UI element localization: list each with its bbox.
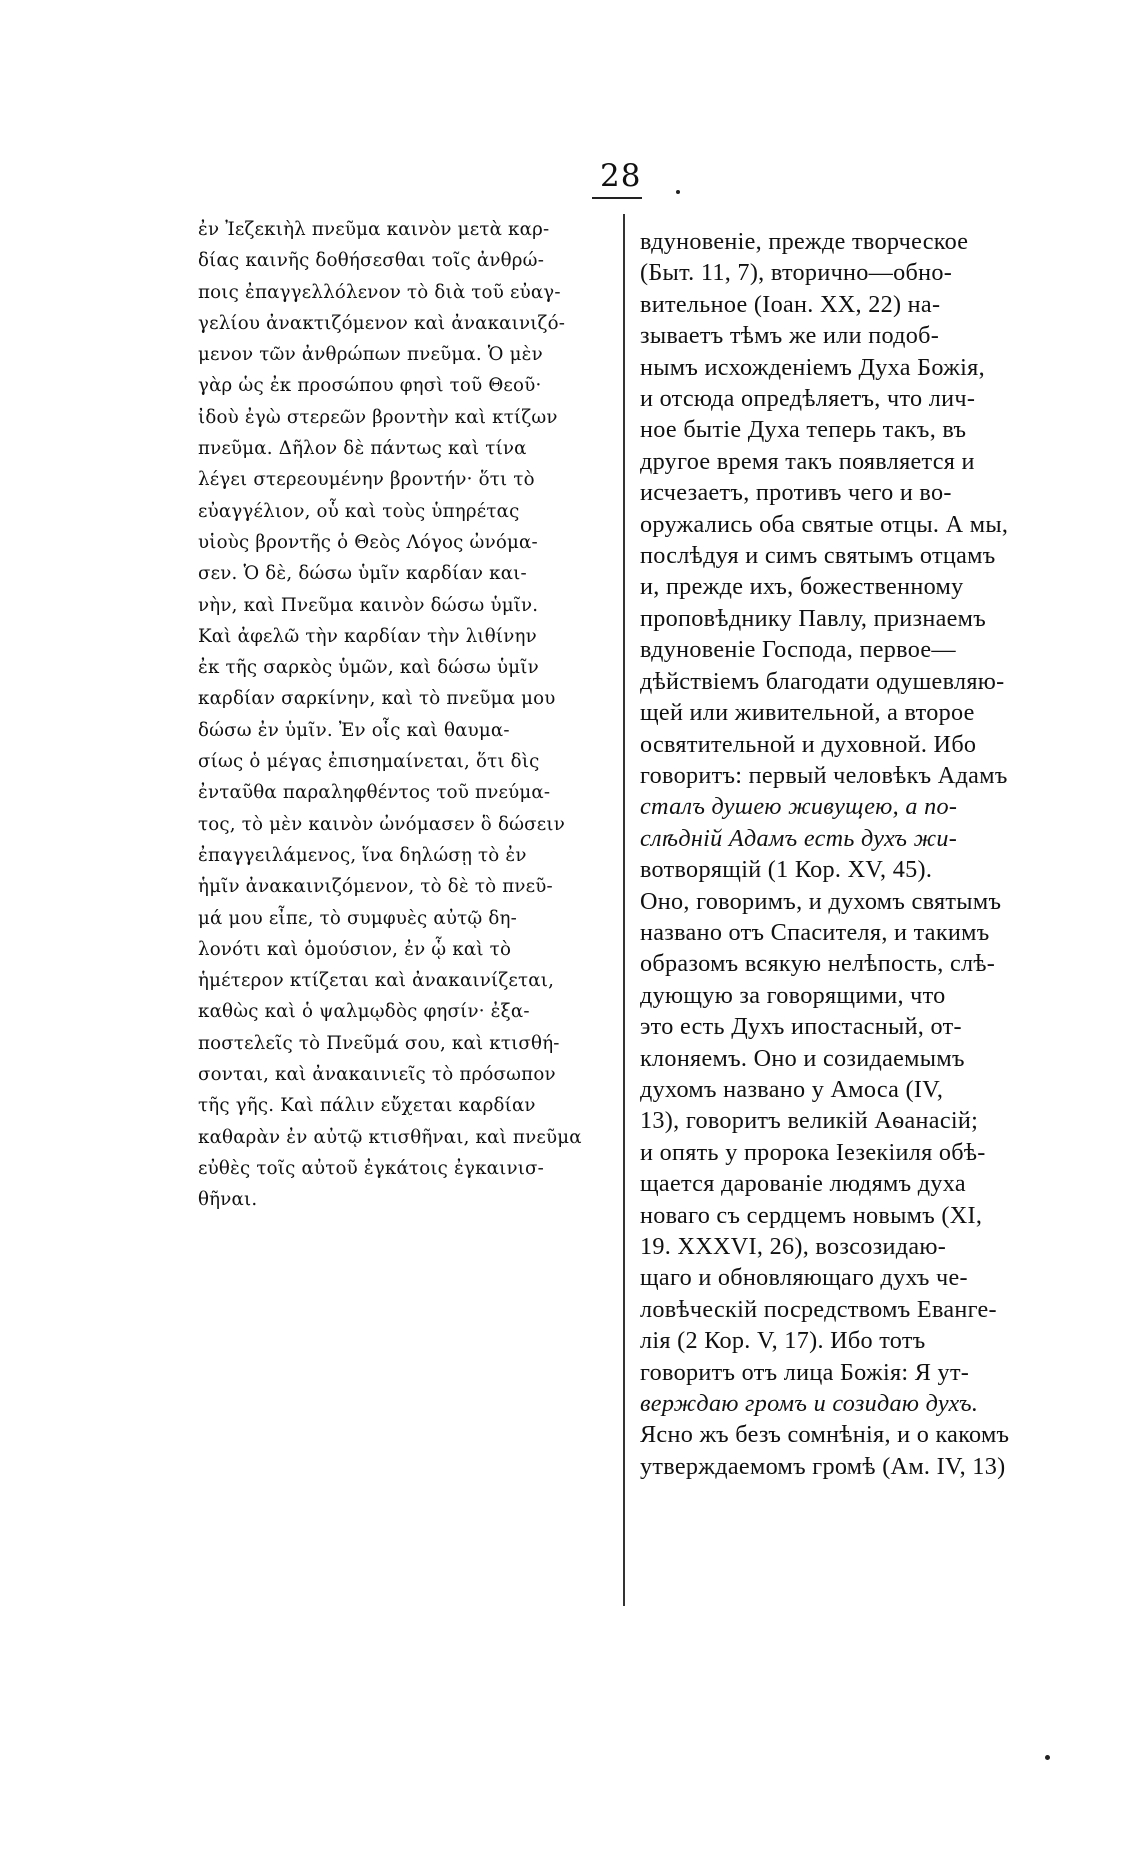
- greek-line: υἱοὺς βροντῆς ὁ Θεὸς Λόγος ὠνόμα-: [198, 531, 538, 553]
- greek-line: δώσω ἐν ὑμῖν. Ἐν οἷς καὶ θαυμα-: [198, 719, 510, 741]
- column-divider: [623, 214, 625, 1606]
- greek-line: καρδίαν σαρκίνην, καὶ τὸ πνεῦμα μου: [198, 688, 556, 710]
- greek-line: ἐκ τῆς σαρκὸς ὑμῶν, καὶ δώσω ὑμῖν: [198, 657, 539, 679]
- russian-line: лiя (2 Кор. V, 17). Ибо тотъ: [640, 1327, 926, 1355]
- russian-line: Ясно жъ безъ сомнѣнiя, и о какомъ: [640, 1421, 1010, 1449]
- russian-line: нымъ исхожденiемъ Духа Божiя,: [640, 353, 985, 381]
- russian-line: новаго съ сердцемъ новымъ (XI,: [640, 1201, 983, 1229]
- russian-line: исчезаетъ, противъ чего и во-: [640, 479, 952, 507]
- russian-line: послѣдуя и симъ святымъ отцамъ: [640, 542, 996, 570]
- russian-line: и отсюда опредѣляетъ, что лич-: [640, 385, 976, 413]
- russian-line: это есть Духъ ипостасный, от-: [640, 1013, 962, 1041]
- russian-line: щаго и обновляющаго духъ че-: [640, 1264, 968, 1292]
- greek-line: ποστελεῖς τὸ Πνεῦμά σου, καὶ κτισθή-: [198, 1032, 560, 1054]
- russian-line: оружались оба святые отцы. А мы,: [640, 510, 1009, 538]
- russian-line-italic: верждаю громъ и созидаю духъ.: [640, 1390, 979, 1418]
- print-speck: [1045, 1755, 1050, 1760]
- russian-line: вотворящiй (1 Кор. XV, 45).: [640, 856, 933, 884]
- russian-line: ловѣческiй посредствомъ Еванге-: [640, 1295, 997, 1323]
- russian-line: утверждаемомъ громѣ (Ам. IV, 13): [640, 1452, 1006, 1480]
- russian-line: 19. XXXVI, 26), возсозидаю-: [640, 1233, 947, 1260]
- russian-line: щей или живительной, а второе: [640, 699, 975, 727]
- russian-line: названо отъ Спасителя, и такимъ: [640, 918, 990, 946]
- russian-line: дѣйствiемъ благодати одушевляю-: [640, 667, 1005, 695]
- russian-line: говоритъ: первый человѣкъ Адамъ: [640, 761, 1008, 789]
- russian-column: [640, 226, 1040, 1482]
- russian-line: образомъ всякую нелѣпость, слѣ-: [640, 950, 996, 978]
- greek-line: σίως ὁ μέγας ἐπισημαίνεται, ὅτι δὶς: [198, 751, 540, 773]
- greek-line: εὐαγγέλιον, οὗ καὶ τοὺς ὑπηρέτας: [198, 500, 520, 522]
- greek-line: γελίου ἀνακτιζόμενον καὶ ἀνακαινιζό-: [198, 312, 566, 334]
- russian-line: (Быт. 11, 7), вторично—обно-: [640, 259, 953, 287]
- greek-line: σεν. Ὁ δὲ, δώσω ὑμῖν καρδίαν και-: [198, 563, 527, 585]
- russian-line: освятительной и духовной. Ибо: [640, 730, 977, 758]
- greek-line: ἡμέτερον κτίζεται καὶ ἀνακαινίζεται,: [198, 970, 555, 992]
- russian-line-italic: сталъ душею живущею, а по-: [640, 793, 958, 821]
- greek-line: δίας καινῆς δοθήσεσθαι τοῖς ἀνθρώ-: [198, 250, 545, 272]
- russian-line: клоняемъ. Оно и созидаемымъ: [640, 1044, 965, 1072]
- greek-line: τος, τὸ μὲν καινὸν ὠνόμασεν ὃ δώσειν: [198, 813, 565, 835]
- greek-line: νὴν, καὶ Πνεῦμα καινὸν δώσω ὑμῖν.: [198, 594, 539, 616]
- russian-line: ное бытiе Духа теперь такъ, въ: [640, 416, 967, 444]
- greek-line: μά μου εἶπε, τὸ συμφυὲς αὐτῷ δη-: [198, 907, 517, 929]
- greek-line: ἡμῖν ἀνακαινιζόμενον, τὸ δὲ τὸ πνεῦ-: [198, 876, 553, 898]
- russian-line: дующую за говорящими, что: [640, 981, 946, 1009]
- greek-line: γὰρ ὡς ἐκ προσώπου φησὶ τοῦ Θεοῦ·: [198, 375, 542, 397]
- russian-line: щается дарованiе людямъ духа: [640, 1170, 966, 1198]
- greek-line: ἐνταῦθα παραληφθέντος τοῦ πνεύμα-: [198, 782, 551, 804]
- page-number-underline: [592, 197, 642, 199]
- greek-line: λέγει στερεουμένην βροντήν· ὅτι τὸ: [198, 469, 535, 491]
- russian-line: проповѣднику Павлу, признаемъ: [640, 604, 987, 632]
- greek-line: ἐν Ἰεζεκιὴλ πνεῦμα καινὸν μετὰ καρ-: [198, 219, 550, 240]
- greek-line: ἰδοὺ ἐγὼ στερεῶν βροντὴν καὶ κτίζων: [198, 406, 558, 428]
- russian-line: духомъ названо у Амоса (IV,: [640, 1075, 944, 1103]
- russian-line: вдуновенiе, прежде творческое: [640, 228, 969, 255]
- greek-line: καθὼς καὶ ὁ ψαλμῳδὸς φησίν· ἐξα-: [198, 1001, 530, 1023]
- russian-line: и опять у пророка Iезекiиля обѣ-: [640, 1138, 986, 1166]
- greek-line: Καὶ ἀφελῶ τὴν καρδίαν τὴν λιθίνην: [198, 625, 537, 647]
- russian-line-italic: слѣднiй Адамъ есть духъ жи-: [640, 824, 958, 852]
- greek-line: πνεῦμα. Δῆλον δὲ πάντως καὶ τίνα: [198, 438, 527, 460]
- russian-line: и, прежде ихъ, божественному: [640, 573, 964, 601]
- greek-line: τῆς γῆς. Καὶ πάλιν εὔχεται καρδίαν: [198, 1095, 536, 1117]
- greek-line: ποις ἐπαγγελλόλενον τὸ διὰ τοῦ εὐαγ-: [198, 281, 561, 303]
- russian-line: вительное (Iоан. XX, 22) на-: [640, 290, 941, 318]
- greek-line: θῆναι.: [198, 1189, 258, 1211]
- russian-line: вдуновенiе Господа, первое—: [640, 636, 956, 664]
- russian-line: говоритъ отъ лица Божiя: Я ут-: [640, 1358, 970, 1386]
- greek-line: καθαρὰν ἐν αὐτῷ κτισθῆναι, καὶ πνεῦμα: [198, 1126, 582, 1148]
- russian-line: 13), говоритъ великiй Аѳанасiй;: [640, 1107, 979, 1135]
- print-speck: [676, 190, 680, 194]
- greek-line: εὐθὲς τοῖς αὐτοῦ ἐγκάτοις ἐγκαινισ-: [198, 1157, 544, 1179]
- russian-line: Оно, говоримъ, и духомъ святымъ: [640, 887, 1002, 915]
- greek-line: μενον τῶν ἀνθρώπων πνεῦμα. Ὁ μὲν: [198, 344, 543, 366]
- greek-line: ἐπαγγειλάμενος, ἵνα δηλώσῃ τὸ ἐν: [198, 844, 527, 866]
- russian-line: другое время такъ появляется и: [640, 447, 975, 475]
- greek-line: σονται, καὶ ἀνακαινιεῖς τὸ πρόσωπον: [198, 1064, 556, 1086]
- russian-line: зываетъ тѣмъ же или подоб-: [640, 322, 940, 350]
- page-number: 28: [600, 158, 642, 194]
- greek-column: [198, 214, 600, 1216]
- greek-line: λονότι καὶ ὁμούσιον, ἐν ᾧ καὶ τὸ: [198, 938, 512, 960]
